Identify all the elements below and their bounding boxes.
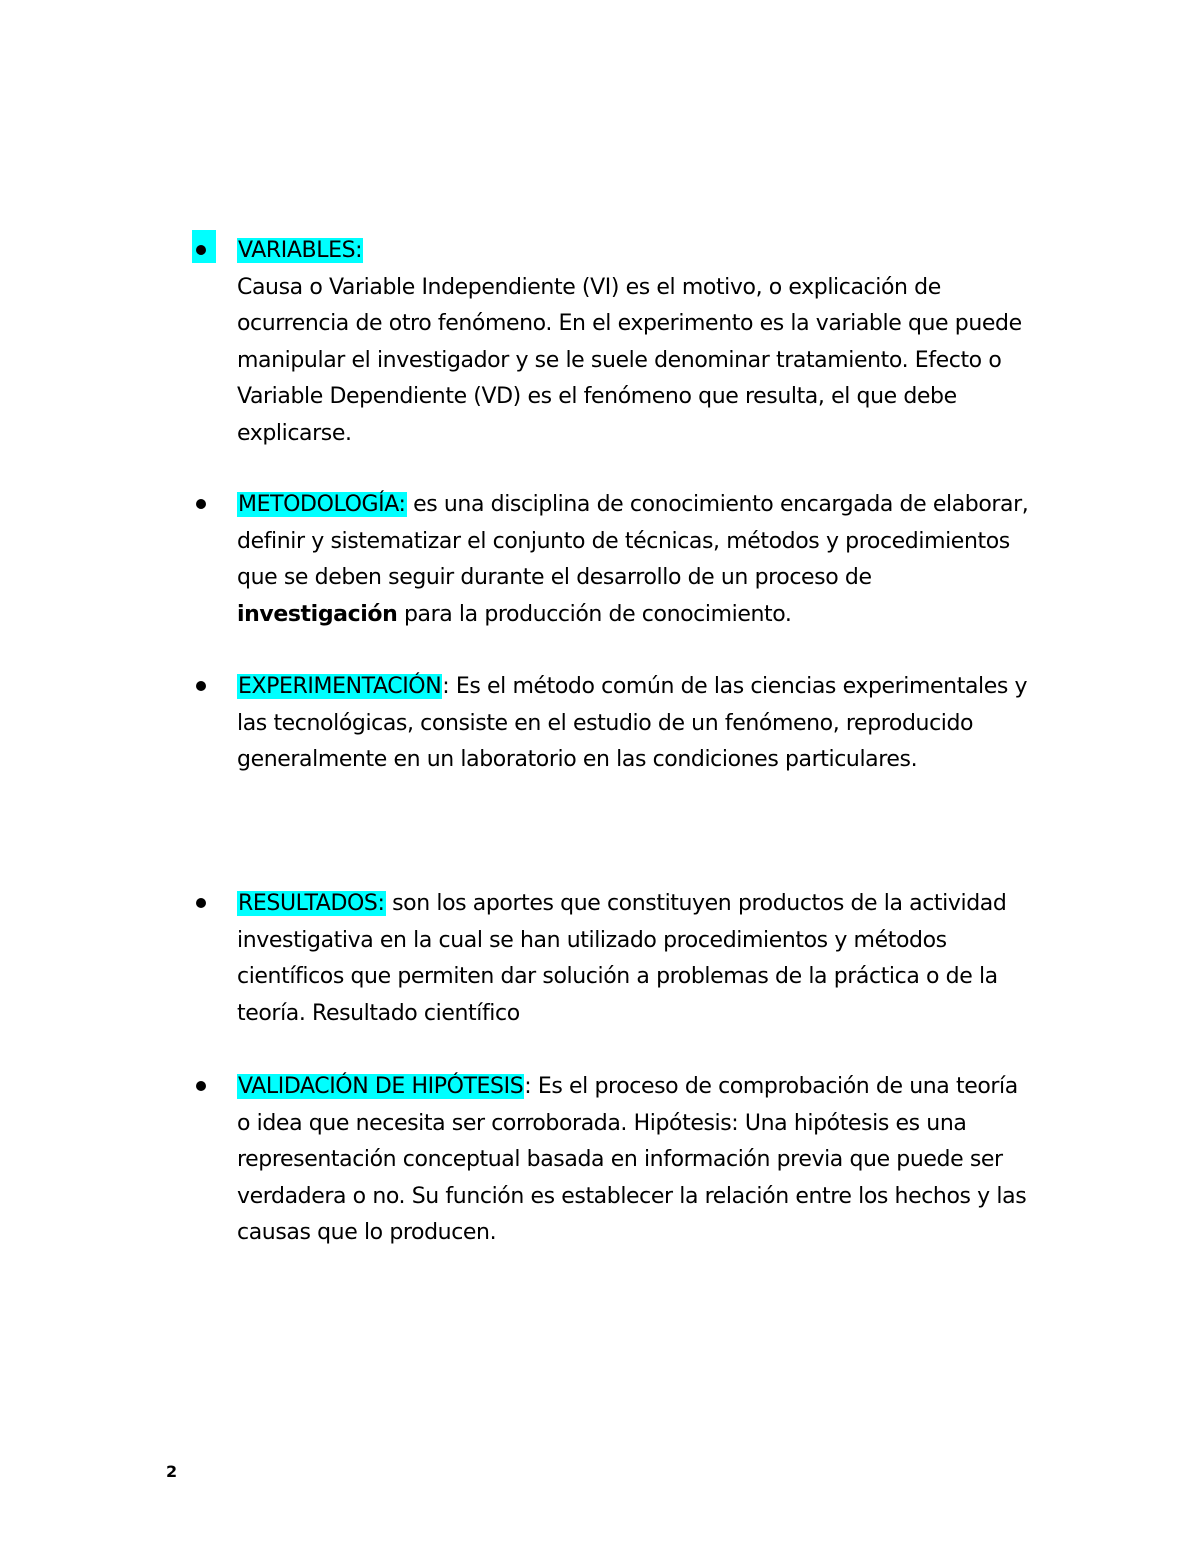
definition-metodologia-end: para la producción de conocimiento. (397, 601, 792, 627)
term-resultados: RESULTADOS: (238, 891, 385, 916)
list-item-resultados (196, 886, 1036, 1032)
bullet-icon (196, 898, 206, 908)
bullet-icon (196, 681, 206, 691)
bullet-icon (196, 499, 206, 509)
list-item-content (237, 487, 1036, 633)
definition-experimentacion: : Es el método común de las ciencias experimentales y las tecnológicas, consiste en el estudio de un fenómeno, reproducido generalmente en un laboratorio en las condiciones particulares. (237, 674, 1028, 772)
term-validacion: VALIDACIÓN DE HIPÓTESIS (238, 1074, 524, 1099)
definition-resultados: son los aportes que constituyen productos de la actividad investigativa en la cual se han utilizado procedimientos y métodos científicos que permiten dar solución a problemas de la práctica o de la teoría. Resultado científico (237, 891, 1007, 1026)
list-item-content (237, 1069, 1036, 1252)
list-item-content (237, 886, 1036, 1032)
bold-word-investigacion: investigación (237, 601, 398, 627)
list-item-content (237, 233, 1036, 452)
term-metodologia: METODOLOGÍA: (238, 492, 406, 517)
page-number: 2 (166, 1462, 178, 1481)
definition-validacion: : Es el proceso de comprobación de una teoría o idea que necesita ser corroborada. Hipótesis: Una hipótesis es una representación conceptual basada en información previa que puede ser verdadera o no. Su función es establecer la relación entre los hechos y las causas que lo producen. (237, 1074, 1027, 1245)
bullet-icon (196, 1081, 206, 1091)
bullet-icon (196, 245, 206, 255)
list-item-experimentacion (196, 669, 1036, 779)
definition-metodologia: es una disciplina de conocimiento encargada de elaborar, definir y sistematizar el conjunto de técnicas, métodos y procedimientos que se deben seguir durante el desarrollo de un proceso de (237, 492, 1029, 590)
list-item-variables (196, 233, 1036, 452)
list-item-validacion (196, 1069, 1036, 1252)
term-experimentacion: EXPERIMENTACIÓN (238, 674, 442, 699)
list-item-metodologia (196, 487, 1036, 633)
list-item-content (237, 669, 1036, 779)
term-variables: VARIABLES: (238, 238, 363, 263)
definition-variables: Causa o Variable Independiente (VI) es el motivo, o explicación de ocurrencia de otro fenómeno. En el experimento es la variable que puede manipular el investigador y se le suele denominar tratamiento. Efecto o Variable Dependiente (VD) es el fenómeno que resulta, el que debe explicarse. (237, 274, 1022, 446)
